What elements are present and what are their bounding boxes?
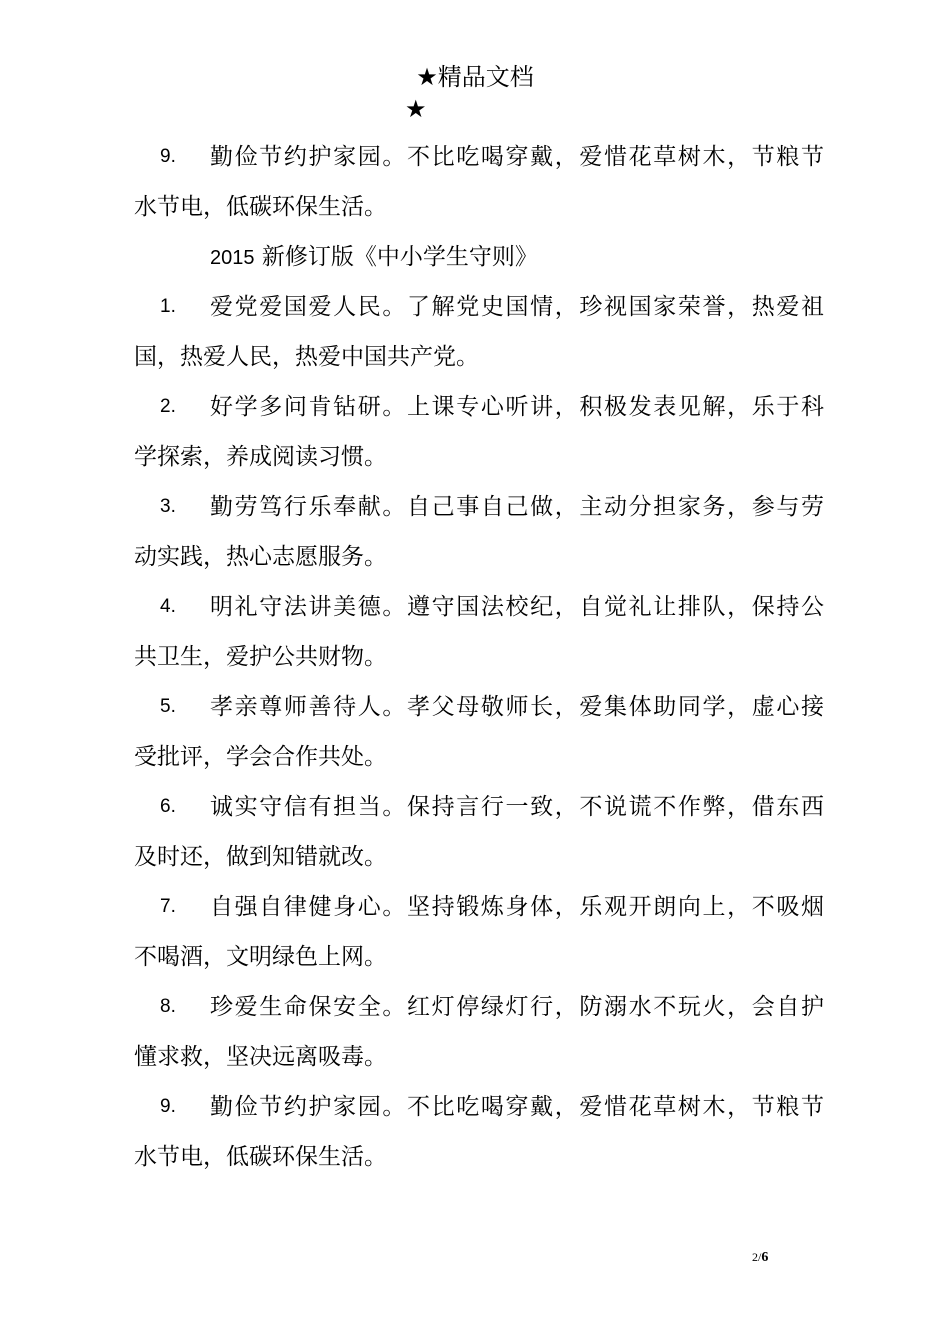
rule-item-line2: 懂求救，坚决远离吸毒。 bbox=[134, 1044, 387, 1070]
header-title: ★精品文档 bbox=[416, 63, 534, 91]
rule-item-line2: 动实践，热心志愿服务。 bbox=[134, 544, 387, 570]
rule-item-line2: 水节电，低碳环保生活。 bbox=[134, 1144, 387, 1170]
item-number: 9. bbox=[160, 1096, 176, 1117]
page-current: 2/ bbox=[752, 1250, 762, 1264]
rule-item-line1 bbox=[134, 482, 824, 532]
rule-item-line1 bbox=[134, 1082, 824, 1132]
item-text: 勤俭节约护家园。不比吃喝穿戴，爱惜花草树木，节粮节 bbox=[210, 144, 824, 170]
rule-item-line1 bbox=[134, 882, 824, 932]
item-number: 4. bbox=[160, 596, 176, 617]
section-title-year: 2015 bbox=[210, 247, 255, 269]
item-text: 诚实守信有担当。保持言行一致，不说谎不作弊，借东西 bbox=[210, 794, 824, 820]
item-text: 孝亲尊师善待人。孝父母敬师长，爱集体助同学，虚心接 bbox=[210, 694, 824, 720]
item-number: 2. bbox=[160, 396, 176, 417]
item-number: 7. bbox=[160, 896, 176, 917]
rule-item-line2: 学探索，养成阅读习惯。 bbox=[134, 444, 387, 470]
document-header bbox=[0, 62, 950, 123]
rule-item-line1 bbox=[134, 782, 824, 832]
document-body bbox=[134, 132, 824, 1182]
rule-item-line1 bbox=[134, 682, 824, 732]
item-text: 珍爱生命保安全。红灯停绿灯行，防溺水不玩火，会自护 bbox=[210, 994, 824, 1020]
section-title bbox=[134, 232, 824, 282]
section-title-text: 新修订版《中小学生守则》 bbox=[261, 244, 538, 270]
item-text: 好学多问肯钻研。上课专心听讲，积极发表见解，乐于科 bbox=[210, 394, 824, 420]
star-icon: ★ bbox=[405, 95, 427, 123]
item-number: 8. bbox=[160, 996, 176, 1017]
page-total: 6 bbox=[761, 1250, 769, 1265]
rule-item-line2: 不喝酒，文明绿色上网。 bbox=[134, 944, 387, 970]
item-text: 勤俭节约护家园。不比吃喝穿戴，爱惜花草树木，节粮节 bbox=[210, 1094, 824, 1120]
item-number: 6. bbox=[160, 796, 176, 817]
rule-item-line2: 国，热爱人民，热爱中国共产党。 bbox=[134, 344, 479, 370]
item-text: 明礼守法讲美德。遵守国法校纪，自觉礼让排队，保持公 bbox=[210, 594, 824, 620]
page-number bbox=[752, 1250, 768, 1266]
rule-item-line1 bbox=[134, 982, 824, 1032]
rule-item-line2: 受批评，学会合作共处。 bbox=[134, 744, 387, 770]
item-text: 爱党爱国爱人民。了解党史国情，珍视国家荣誉，热爱祖 bbox=[210, 294, 824, 320]
rule-item-line1 bbox=[134, 282, 824, 332]
intro-item-line2: 水节电，低碳环保生活。 bbox=[134, 194, 387, 220]
rules-list bbox=[134, 282, 824, 1182]
item-text: 自强自律健身心。坚持锻炼身体，乐观开朗向上，不吸烟 bbox=[210, 894, 824, 920]
rule-item-line1 bbox=[134, 582, 824, 632]
rule-item-line2: 及时还，做到知错就改。 bbox=[134, 844, 387, 870]
item-number: 9. bbox=[160, 146, 176, 167]
rule-item-line1 bbox=[134, 382, 824, 432]
item-text: 勤劳笃行乐奉献。自己事自己做，主动分担家务，参与劳 bbox=[210, 494, 824, 520]
item-number: 3. bbox=[160, 496, 176, 517]
rule-item-line2: 共卫生，爱护公共财物。 bbox=[134, 644, 387, 670]
item-number: 5. bbox=[160, 696, 176, 717]
item-number: 1. bbox=[160, 296, 176, 317]
intro-item-line1 bbox=[134, 132, 824, 182]
